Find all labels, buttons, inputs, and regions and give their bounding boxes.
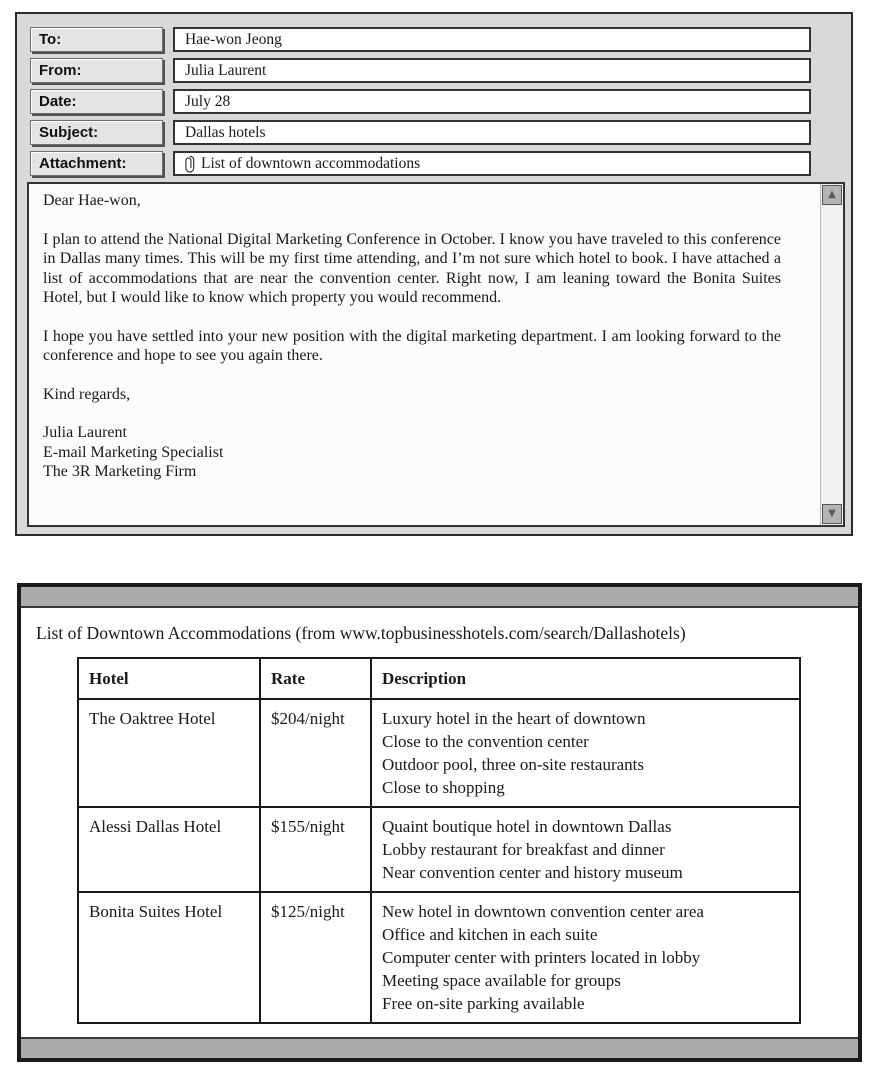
body-paragraph-2: I hope you have settled into your new position with the digital marketing department. I am looking forward to the conference and hope to see you again there. [43, 327, 781, 364]
description-line: Office and kitchen in each suite [382, 925, 598, 944]
document-bottom-bar [21, 1037, 858, 1058]
from-field[interactable] [173, 58, 811, 83]
attachment-document [17, 583, 862, 1062]
closing: Kind regards, [43, 385, 131, 403]
description-line: Close to the convention center [382, 732, 589, 751]
description-line: Near convention center and history museum [382, 863, 683, 882]
subject-label-button[interactable]: Subject: [30, 120, 163, 145]
salutation: Dear Hae-won, [43, 192, 141, 209]
description-line: Outdoor pool, three on-site restaurants [382, 755, 645, 774]
description-line: New hotel in downtown convention center area [382, 902, 704, 921]
date-field[interactable] [173, 89, 811, 114]
attachment-label-button[interactable]: Attachment: [30, 151, 163, 176]
hotel-description [371, 807, 800, 892]
email-body-text[interactable] [29, 184, 819, 525]
table-row [78, 699, 800, 807]
signature-company: The 3R Marketing Firm [43, 463, 197, 480]
date-row [30, 89, 851, 114]
attachment-row [30, 151, 851, 176]
up-arrow-icon: ▲ [828, 189, 836, 200]
hotel-name: Alessi Dallas Hotel [78, 807, 260, 892]
to-field-value: Hae-won Jeong [185, 31, 282, 48]
email-panel [15, 12, 853, 536]
hotel-table [77, 657, 801, 1024]
header-hotel: Hotel [78, 658, 260, 699]
subject-field-value: Dallas hotels [185, 124, 266, 141]
hotel-rate: $125/night [260, 892, 371, 1023]
hotel-name: Bonita Suites Hotel [78, 892, 260, 1023]
hotel-name: The Oaktree Hotel [78, 699, 260, 807]
table-row [78, 807, 800, 892]
attachment-field-value: List of downtown accommodations [201, 155, 421, 172]
hotel-rate: $204/night [260, 699, 371, 807]
table-row [78, 892, 800, 1023]
attachment-field[interactable] [173, 151, 811, 176]
signature-title: E-mail Marketing Specialist [43, 443, 224, 461]
subject-field[interactable] [173, 120, 811, 145]
from-label-button[interactable]: From: [30, 58, 163, 83]
header-description: Description [371, 658, 800, 699]
header-rate: Rate [260, 658, 371, 699]
scrollbar-track[interactable] [820, 184, 843, 525]
description-line: Luxury hotel in the heart of downtown [382, 709, 646, 728]
document-title: List of Downtown Accommodations (from www.topbusinesshotels.com/search/Dallashotels) [36, 623, 686, 643]
scroll-down-button[interactable] [822, 504, 842, 524]
table-header-row [78, 658, 800, 699]
hotel-description [371, 892, 800, 1023]
document-top-bar [21, 587, 858, 608]
scroll-up-button[interactable] [822, 185, 842, 205]
hotel-description [371, 699, 800, 807]
paperclip-icon [185, 155, 196, 173]
description-line: Quaint boutique hotel in downtown Dallas [382, 817, 672, 836]
description-line: Close to shopping [382, 778, 505, 797]
to-field[interactable] [173, 27, 811, 52]
description-line: Lobby restaurant for breakfast and dinner [382, 840, 665, 859]
description-line: Computer center with printers located in lobby [382, 948, 701, 967]
email-body-box [27, 182, 845, 527]
date-label-button[interactable]: Date: [30, 89, 163, 114]
from-field-value: Julia Laurent [185, 62, 267, 79]
body-paragraph-1: I plan to attend the National Digital Marketing Conference in October. I know you have traveled to this conference in Dallas many times. This will be my first time attending, and I’m not sure which hotel to book. I have attached a list of accommodations that are near the convention center. Right now, I am leaning toward the Bonita Suites Hotel, but I would like to know which property you would recommend. [43, 230, 781, 306]
to-label-button[interactable]: To: [30, 27, 163, 52]
hotel-rate: $155/night [260, 807, 371, 892]
description-line: Free on-site parking available [382, 994, 585, 1013]
signature-name: Julia Laurent [43, 424, 127, 441]
from-row [30, 58, 851, 83]
description-line: Meeting space available for groups [382, 971, 621, 990]
subject-row [30, 120, 851, 145]
date-field-value: July 28 [185, 93, 231, 110]
email-header-fields [17, 14, 851, 176]
to-row [30, 27, 851, 52]
down-arrow-icon: ▼ [828, 508, 836, 519]
